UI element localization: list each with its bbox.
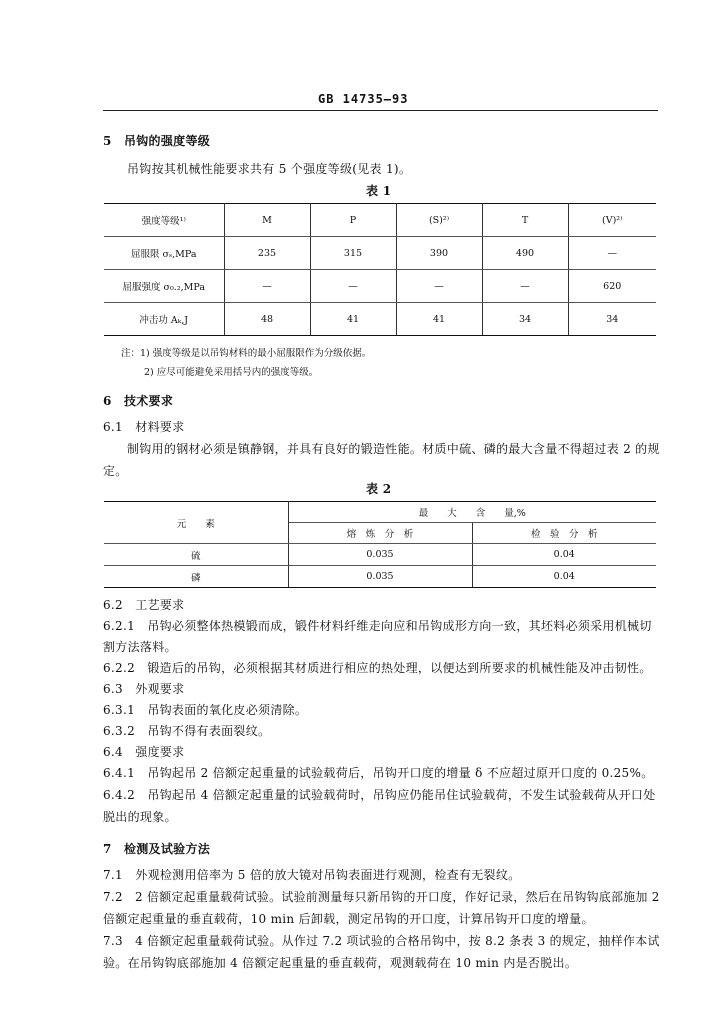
table-cell: 34 <box>482 303 568 336</box>
table-1-title: 表 1 <box>366 184 392 198</box>
standard-code: GB 14735—93 <box>318 92 409 106</box>
table-2-smelt-header: 熔 炼 分 析 <box>288 523 472 544</box>
table-cell: (S)²⁾ <box>396 204 482 237</box>
clause-6-4-2: 6.4.2 吊钩起吊 4 倍额定起重量的试验载荷时，吊钩应仍能吊住试验载荷，不发生试验载荷从开口处 <box>103 788 656 802</box>
table-cell: 48 <box>224 303 310 336</box>
table-cell: 0.04 <box>472 544 656 566</box>
table-2 <box>104 501 656 588</box>
table-cell: — <box>568 237 656 270</box>
table-cell: 390 <box>396 237 482 270</box>
table-cell: 235 <box>224 237 310 270</box>
table-cell: 硫 <box>104 544 288 566</box>
section-6-heading: 6 技术要求 <box>103 394 174 408</box>
table-1-note-1: 注：1) 强度等级是以吊钩材料的最小屈服限作为分级依据。 <box>121 348 372 359</box>
table-2-element-header: 元 素 <box>104 502 288 544</box>
clause-6-4: 6.4 强度要求 <box>103 745 185 759</box>
section-7-heading: 7 检测及试验方法 <box>103 842 211 856</box>
table-cell: 0.04 <box>472 566 656 588</box>
clause-6-1-text-cont: 定。 <box>103 464 128 478</box>
table-2-row <box>104 566 656 588</box>
table-1-row <box>104 237 656 270</box>
clause-6-4-2-cont: 脱出的现象。 <box>103 810 177 824</box>
clause-6-1: 6.1 材料要求 <box>103 420 185 434</box>
section-5-heading: 5 吊钩的强度等级 <box>103 134 211 148</box>
table-1-row <box>104 270 656 303</box>
clause-6-2-2: 6.2.2 锻造后的吊钩，必须根据其材质进行相应的热处理，以便达到所要求的机械性能及冲击韧性。 <box>103 661 652 675</box>
table-cell: — <box>482 270 568 303</box>
table-1-note-2: 2) 应尽可能避免采用括号内的强度等级。 <box>144 367 319 378</box>
table-cell: (V)²⁾ <box>568 204 656 237</box>
table-cell: 屈服强度 σ₀.₂,MPa <box>104 270 224 303</box>
table-1-row <box>104 303 656 336</box>
table-cell: 冲击功 Aₖ,J <box>104 303 224 336</box>
clause-6-2: 6.2 工艺要求 <box>103 598 185 612</box>
table-cell: 315 <box>310 237 396 270</box>
table-cell: 41 <box>310 303 396 336</box>
table-cell: — <box>396 270 482 303</box>
table-2-max-content-header: 最 大 含 量,% <box>288 502 656 523</box>
table-cell: M <box>224 204 310 237</box>
clause-7-3: 7.3 4 倍额定起重量载荷试验。从作过 7.2 项试验的合格吊钩中，按 8.2 条表 3 的规定，抽样作本试 <box>103 934 660 948</box>
clause-6-4-1: 6.4.1 吊钩起吊 2 倍额定起重量的试验载荷后，吊钩开口度的增量 δ 不应超过原开口度的 0.25%。 <box>103 766 654 780</box>
table-cell: 34 <box>568 303 656 336</box>
clause-6-3-2: 6.3.2 吊钩不得有表面裂纹。 <box>103 724 271 738</box>
table-2-title: 表 2 <box>366 482 392 496</box>
clause-6-3: 6.3 外观要求 <box>103 682 185 696</box>
table-cell: 0.035 <box>288 544 472 566</box>
clause-6-2-1: 6.2.1 吊钩必须整体热模锻而成，锻件材料纤维走向应和吊钩成形方向一致，其坯料必须采用机械切 <box>103 619 652 633</box>
table-cell: T <box>482 204 568 237</box>
table-cell: 620 <box>568 270 656 303</box>
table-cell: 强度等级¹⁾ <box>104 204 224 237</box>
table-2-row <box>104 544 656 566</box>
clause-7-2-cont: 倍额定起重量的垂直载荷，10 min 后卸载，测定吊钩的开口度，计算吊钩开口度的增量。 <box>103 912 594 926</box>
table-cell: 41 <box>396 303 482 336</box>
clause-7-2: 7.2 2 倍额定起重量载荷试验。试验前测量每只新吊钩的开口度，作好记录，然后在吊钩钩底部施加 2 <box>103 890 660 904</box>
clause-6-3-1: 6.3.1 吊钩表面的氧化皮必须清除。 <box>103 703 308 717</box>
table-cell: — <box>224 270 310 303</box>
table-cell: 0.035 <box>288 566 472 588</box>
clause-7-1: 7.1 外观检测用倍率为 5 倍的放大镜对吊钩表面进行观测，检查有无裂纹。 <box>103 868 521 882</box>
header-rule <box>103 110 658 111</box>
table-cell: 490 <box>482 237 568 270</box>
table-2-row <box>104 502 656 523</box>
table-cell: — <box>310 270 396 303</box>
table-1 <box>104 203 656 336</box>
table-2-inspect-header: 检 验 分 析 <box>472 523 656 544</box>
section-5-text: 吊钩按其机械性能要求共有 5 个强度等级(见表 1)。 <box>127 162 412 176</box>
table-cell: 屈服限 σₛ,MPa <box>104 237 224 270</box>
clause-6-1-text: 制钩用的钢材必须是镇静钢，并具有良好的锻造性能。材质中硫、磷的最大含量不得超过表 2 的规 <box>127 442 660 456</box>
table-cell: 磷 <box>104 566 288 588</box>
table-1-row <box>104 204 656 237</box>
table-cell: P <box>310 204 396 237</box>
clause-6-2-1-cont: 割方法落料。 <box>103 640 177 654</box>
clause-7-3-cont: 验。在吊钩钩底部施加 4 倍额定起重量的垂直载荷，观测载荷在 10 min 内是否脱出。 <box>103 956 578 970</box>
